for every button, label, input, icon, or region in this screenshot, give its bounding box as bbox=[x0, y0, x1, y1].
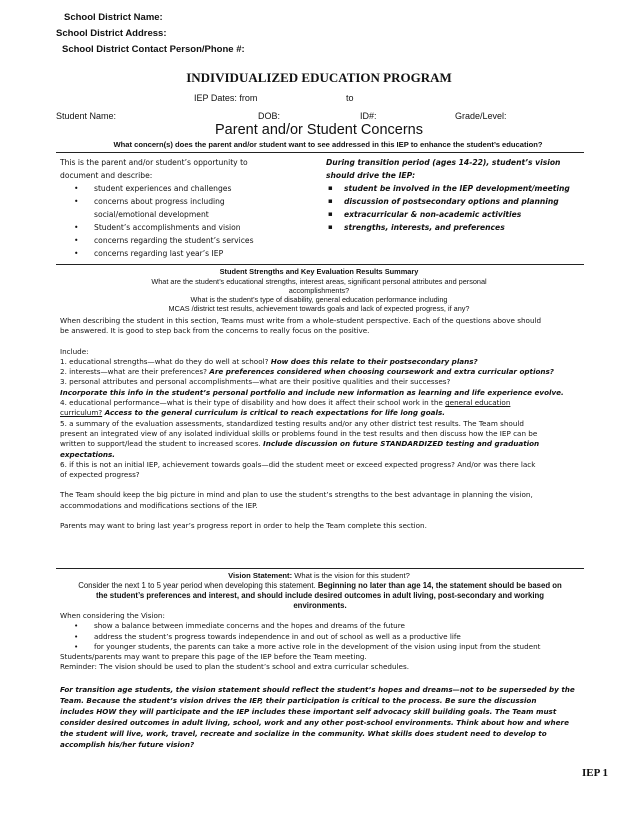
divider bbox=[56, 568, 584, 569]
id-label: ID#: bbox=[360, 111, 377, 121]
strengths-question: MCAS /district test results, achievement towards goals and lack of expected progress, if any? bbox=[168, 304, 470, 313]
district-address-label: School District Address: bbox=[56, 28, 167, 39]
concerns-left-column bbox=[60, 156, 320, 260]
body-line: When describing the student in this section, Teams must write from a whole-student perspective. Each of the questions above should bbox=[60, 316, 542, 325]
body-line: Parents may want to bring last year’s progress report in order to help the Team complete this section. bbox=[60, 521, 427, 531]
body-line: expectations. bbox=[60, 449, 116, 459]
body-line bbox=[60, 398, 600, 408]
transition-paragraph bbox=[60, 684, 605, 750]
list-item: • show a balance between immediate concerns and the hopes and dreams of the future bbox=[60, 621, 605, 631]
concerns-right-column bbox=[326, 156, 588, 234]
strengths-questions bbox=[0, 277, 638, 313]
body-text: Are preferences considered when choosing coursework and extra curricular options? bbox=[209, 367, 554, 377]
concerns-left-intro: This is the parent and/or student’s opportunity to bbox=[60, 158, 248, 167]
body-text: Beginning no later than age 14, the statement should be based on bbox=[317, 581, 562, 590]
list-item: ▪ student be involved in the IEP development/meeting bbox=[326, 182, 588, 195]
district-contact-label: School District Contact Person/Phone #: bbox=[62, 44, 245, 55]
body-line: The Team should keep the big picture in mind and plan to use the student’s strengths to the best advantage in planning the vision, bbox=[60, 490, 533, 500]
body-text: general education bbox=[445, 398, 511, 408]
list-item: • concerns regarding last year’s IEP bbox=[60, 247, 320, 260]
vision-intro bbox=[40, 581, 600, 611]
body-line bbox=[60, 408, 600, 418]
body-line: 5. a summary of the evaluation assessments, standardized testing results and/or any other district test results. The Team should bbox=[60, 418, 524, 428]
vision-intro-line: the student’s preferences and interest, and should include desired outcomes in adult living, post-secondary and working bbox=[95, 591, 545, 600]
body-text: How does this relate to their postsecondary plans? bbox=[270, 356, 478, 366]
body-text: 1. educational strengths—what do they do well at school? bbox=[60, 356, 271, 366]
body-line: When considering the Vision: bbox=[60, 611, 165, 620]
vision-body bbox=[60, 611, 605, 750]
body-text: Access to the general curriculum is critical to reach expectations for life long goals. bbox=[102, 408, 445, 418]
body-text: curriculum? bbox=[60, 408, 103, 418]
grade-label: Grade/Level: bbox=[455, 111, 507, 121]
page-title: INDIVIDUALIZED EDUCATION PROGRAM bbox=[186, 70, 452, 85]
list-item-text: social/emotional development bbox=[94, 210, 209, 219]
strengths-body bbox=[60, 316, 600, 531]
body-line: present an integrated view of any isolated individual skills or problems found in the test results and then discuss how the IEP can be bbox=[60, 428, 538, 438]
body-line: Include: bbox=[60, 346, 89, 356]
concerns-right-intro: should drive the IEP: bbox=[326, 171, 416, 180]
list-item: • concerns regarding the student’s services bbox=[60, 234, 320, 247]
strengths-heading: Student Strengths and Key Evaluation Results Summary bbox=[219, 267, 419, 276]
district-name-label: School District Name: bbox=[64, 12, 163, 23]
list-item: • Student’s accomplishments and vision bbox=[60, 221, 320, 234]
body-line: 6. if this is not an initial IEP, achievement towards goals—did the student meet or exceed expected progress? And/or was there lack bbox=[60, 459, 536, 469]
body-text: written to support/lead the student to increased scores. bbox=[60, 439, 264, 449]
body-line bbox=[60, 439, 600, 449]
divider bbox=[56, 264, 584, 265]
list-item: • student experiences and challenges bbox=[60, 182, 320, 195]
body-line: Incorporate this info in the student’s personal portfolio and include new information as learning and life experience evolve. bbox=[60, 387, 564, 397]
body-text: Consider the next 1 to 5 year period when developing this statement. bbox=[78, 581, 318, 590]
body-line: includes HOW they will participate and the IEP includes these important self advocacy skill building goals. The Team must bbox=[60, 706, 557, 716]
list-item: ▪ discussion of postsecondary options and planning bbox=[326, 195, 588, 208]
body-line: be answered. It is good to step back from the concerns to really focus on the positive. bbox=[60, 326, 370, 336]
list-item: ▪ extracurricular & non-academic activities bbox=[326, 208, 588, 221]
concerns-right-intro: During transition period (ages 14-22), student’s vision bbox=[326, 158, 561, 167]
concerns-left-intro: document and describe: bbox=[60, 171, 153, 180]
list-item: ▪ strengths, interests, and preferences bbox=[326, 221, 588, 234]
list-item-text: concerns about progress including bbox=[94, 197, 225, 206]
vision-heading: Vision Statement: bbox=[228, 571, 293, 580]
body-line: of expected progress? bbox=[60, 470, 140, 480]
body-line: consider desired outcomes in adult living, school, work and any other post-school environments. Think about how and where bbox=[60, 717, 569, 727]
body-line: the student will live, work, travel, recreate and socialize in the community. What skills does student need to develop to bbox=[60, 728, 547, 738]
concerns-heading: Parent and/or Student Concerns bbox=[215, 122, 423, 138]
page-number: IEP 1 bbox=[582, 767, 608, 779]
body-line: For transition age students, the vision statement should reflect the student’s hopes and dreams—not to be superseded by the bbox=[60, 684, 575, 694]
body-line: Reminder: The vision should be used to plan the student’s school and extra curricular schedules. bbox=[60, 662, 409, 672]
concerns-question: What concern(s) does the parent and/or student want to see addressed in this IEP to enhance the student’s education? bbox=[113, 140, 543, 149]
dob-label: DOB: bbox=[258, 111, 281, 121]
body-line: Team. Because the student’s vision drives the IEP, their participation is critical to the process. Be sure the discussion bbox=[60, 695, 537, 705]
strengths-question: accomplishments? bbox=[288, 286, 350, 295]
divider bbox=[56, 152, 584, 153]
vision-intro-line bbox=[40, 581, 600, 591]
list-item bbox=[60, 195, 320, 221]
strengths-question: What are the student’s educational strengths, interest areas, significant personal attributes and personal bbox=[151, 277, 487, 286]
strengths-question: What is the student’s type of disability, general education performance including bbox=[190, 295, 448, 304]
vision-heading-question: What is the vision for this student? bbox=[292, 571, 410, 580]
body-text: 2. interests—what are their preferences? bbox=[60, 367, 210, 377]
body-line: accommodations and modifications sections of the IEP. bbox=[60, 500, 258, 510]
body-text: 4. educational performance—what is their type of disability and how does it affect their school work in the bbox=[60, 398, 446, 408]
body-text: Include discussion on future STANDARDIZED testing and graduation bbox=[263, 439, 540, 449]
iep-dates-label: IEP Dates: from bbox=[194, 93, 258, 103]
body-line bbox=[60, 357, 600, 367]
list-item: • for younger students, the parents can take a more active role in the development of the vision using input from the student bbox=[60, 642, 605, 652]
iep-dates-to: to bbox=[346, 93, 354, 103]
body-line: Students/parents may want to prepare this page of the IEP before the Team meeting. bbox=[60, 652, 367, 662]
student-name-label: Student Name: bbox=[56, 111, 117, 121]
body-line: 3. personal attributes and personal accomplishments—what are their positive qualities and their successes? bbox=[60, 377, 451, 387]
body-line bbox=[60, 367, 600, 377]
list-item: • address the student’s progress towards independence in and out of school as well as a productive life bbox=[60, 632, 605, 642]
vision-heading-line bbox=[0, 571, 638, 580]
vision-intro-line: environments. bbox=[293, 601, 347, 610]
body-line: accomplish his/her future vision? bbox=[60, 739, 195, 749]
